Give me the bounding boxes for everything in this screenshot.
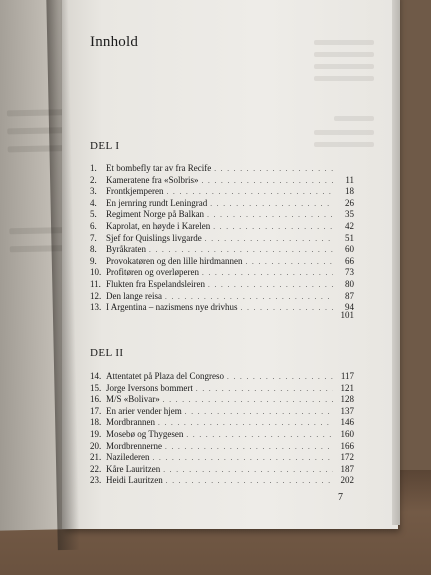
toc-entry [90,302,354,314]
section-title-del-1: DEL I [90,140,120,152]
toc-entry [90,441,354,453]
toc-leader-dots [186,430,333,442]
toc-leader-dots [210,199,333,211]
toc-entry-title: Frontkjemperen [106,186,164,197]
toc-entry-page: 166 [340,440,354,451]
toc-entry-number: 3. [90,186,97,197]
toc-entry [90,475,354,487]
toc-entry-page: 160 [340,428,354,439]
toc-leader-dots [165,442,333,454]
toc-leader-dots [227,372,333,384]
toc-entry-page: 80 [345,278,354,289]
toc-list-del-2 [90,371,354,487]
toc-entry-title: Kåre Lauritzen [106,463,161,474]
toc-entry-number: 18. [90,417,102,428]
toc-entry-number: 9. [90,255,97,266]
toc-leader-dots [205,234,333,246]
toc-list-del-1 [90,163,354,321]
toc-entry [90,209,354,221]
toc-entry-title: M/S «Bolivar» [106,394,160,405]
toc-entry-number: 7. [90,232,97,243]
toc-entry [90,221,354,233]
toc-entry-page: 18 [345,186,354,197]
toc-entry-title: Mordbrannen [106,417,155,428]
toc-entry [90,279,354,291]
toc-entry-page: 11 [345,174,354,185]
toc-entry-title: En jernring rundt Leningrad [106,197,208,208]
toc-leader-dots [163,395,333,407]
toc-entry-page: 26 [345,197,354,208]
toc-entry-title: Nazilederen [106,452,150,463]
toc-entry-page: 146 [340,417,354,428]
toc-entry-page: 42 [345,220,354,231]
toc-entry-page: 35 [345,209,354,220]
toc-entry-page: 94 [345,302,354,313]
toc-entry-page: 51 [345,232,354,243]
toc-entry-number: 23. [90,475,102,486]
toc-entry [90,267,354,279]
toc-entry [90,256,354,268]
toc-leader-dots [245,257,333,269]
toc-entry-page: 66 [345,255,354,266]
toc-entry [90,233,354,245]
toc-entry-title: Heidi Lauritzen [106,475,163,486]
toc-leader-dots [185,407,333,419]
toc-leader-dots [152,453,333,465]
toc-entry [90,452,354,464]
toc-entry-number: 19. [90,428,102,439]
toc-leader-dots [214,164,333,176]
toc-leader-dots [201,176,333,188]
toc-entry-page: 137 [340,405,354,416]
section-title-del-2: DEL II [90,347,124,359]
toc-leader-dots [196,384,333,396]
toc-entry-page: 117 [340,371,354,381]
toc-entry-title: I Argentina – nazismens nye drivhus [106,302,238,313]
toc-entry-title: Den lange reisa [106,290,162,301]
toc-entry [90,394,354,406]
toc-entry-number: 6. [90,220,97,231]
toc-entry-number: 14. [90,371,102,381]
toc-entry-title: Jorge Iversons bommert [106,382,193,393]
toc-entry-number: 22. [90,463,102,474]
toc-leader-dots [202,268,333,280]
toc-leader-dots [208,280,333,292]
toc-entry-title: Sjef for Quislings livgarde [106,232,202,243]
table-of-contents [84,0,374,530]
toc-leader-dots [163,465,333,477]
toc-entry [90,429,354,441]
toc-entry-number: 17. [90,405,102,416]
toc-entry-page: 172 [340,452,354,463]
toc-entry-number: 20. [90,440,102,451]
toc-entry-number: 8. [90,244,97,255]
page-edge [392,0,400,525]
toc-entry [90,163,354,175]
toc-entry-number: 21. [90,452,102,463]
toc-entry-number: 16. [90,394,102,405]
page-number: 7 [338,492,343,503]
toc-entry [90,406,354,418]
toc-entry-number: 13. [90,302,102,313]
toc-entry-number: 12. [90,290,102,301]
toc-leader-dots [158,418,333,430]
toc-entry [90,186,354,198]
toc-entry [90,464,354,476]
toc-leader-dots [241,303,333,315]
toc-entry-page: 121 [340,382,354,393]
toc-entry-title: Kaprolat, en høyde i Karelen [106,220,211,231]
toc-trailing-page: 101 [340,309,354,320]
toc-entry-number: 2. [90,174,97,185]
toc-entry-number: 11. [90,278,101,289]
toc-entry-page: 73 [345,267,354,278]
toc-entry-page: 187 [340,463,354,474]
toc-entry [90,417,354,429]
toc-entry-page: 202 [340,475,354,486]
toc-entry-title: Profitøren og overløperen [106,267,199,278]
toc-leader-dots [213,222,333,234]
toc-entry-title: Attentatet på Plaza del Congreso [106,371,224,381]
toc-entry [90,244,354,256]
toc-entry [90,371,354,383]
toc-entry [90,175,354,187]
toc-entry-page: 60 [345,244,354,255]
toc-entry-title: Provokatøren og den lille hirdmannen [106,255,243,266]
toc-entry-title: Regiment Norge på Balkan [106,209,205,220]
page-heading: Innhold [90,34,139,50]
toc-entry-title: Byråkraten [106,244,146,255]
toc-entry [90,291,354,303]
toc-entry [90,383,354,395]
toc-entry-title: Mordbrennerne [106,440,162,451]
toc-entry-title: En arier vender hjem [106,405,182,416]
toc-entry-title: Flukten fra Espelandsleiren [106,278,205,289]
toc-entry-number: 4. [90,197,97,208]
toc-entry-title: Kameratene fra «Solbris» [106,174,199,185]
toc-leader-dots [207,210,333,222]
toc-entry [90,198,354,210]
toc-entry-number: 10. [90,267,102,278]
toc-entry-number: 1. [90,163,97,173]
toc-entry-page: 128 [340,394,354,405]
toc-entry-title: Mosebø og Thygesen [106,428,184,439]
toc-entry-page: 87 [345,290,354,301]
toc-leader-dots [166,476,333,488]
toc-entry-number: 15. [90,382,102,393]
toc-entry-title: Et bombefly tar av fra Recife [106,163,212,173]
toc-entry-number: 5. [90,209,97,220]
